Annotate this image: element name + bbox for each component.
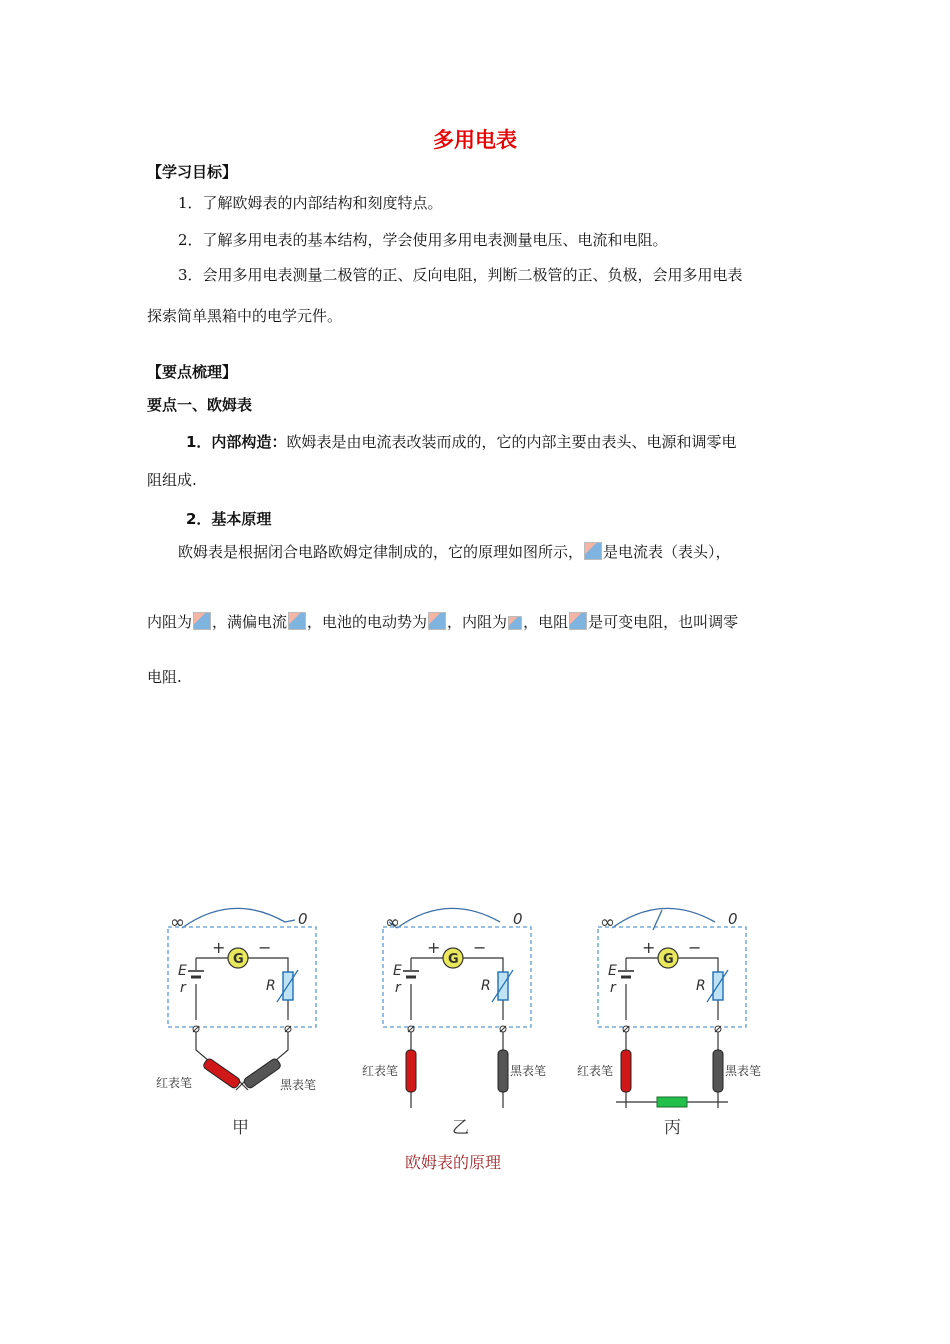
internal-r-label: r: [395, 980, 401, 996]
internal-r-label: r: [610, 980, 616, 996]
page-title: 多用电表: [433, 128, 517, 152]
sub-point-1-cont: 阻组成.: [147, 471, 197, 489]
sub-point-1-label: 1．内部构造：: [186, 433, 287, 451]
principle-text-a1: 欧姆表是根据闭合电路欧姆定律制成的，它的原理如图所示，: [178, 543, 584, 561]
resistor-label: R: [266, 978, 276, 994]
galvanometer-label: G: [448, 952, 459, 967]
emf-label: E: [608, 963, 617, 979]
black-probe-label: 黑表笔: [510, 1064, 547, 1078]
inf-label: ∞: [170, 912, 185, 933]
black-probe-label: 黑表笔: [280, 1078, 317, 1092]
zero-label: 0: [728, 910, 738, 928]
internal-r-label: r: [180, 980, 186, 996]
image-placeholder-icon: [569, 612, 587, 630]
minus-label: −: [473, 938, 487, 957]
red-probe-label: 红表笔: [156, 1076, 193, 1090]
galvanometer-label: G: [233, 952, 244, 967]
plus-label: +: [212, 938, 226, 957]
goal-item-3-cont: 探索简单黑箱中的电学元件。: [147, 307, 343, 325]
red-probe-label: 红表笔: [577, 1064, 614, 1078]
principle-line-3: 电阻.: [147, 668, 182, 686]
plus-label: +: [427, 938, 441, 957]
goal-item-3: 3．会用多用电表测量二极管的正、反向电阻，判断二极管的正、负极，会用多用电表: [178, 266, 743, 284]
point-heading-1: 要点一、欧姆表: [147, 396, 253, 414]
principle-text-a2: 是电流表（表头），: [603, 543, 731, 561]
principle-text-b1: 内阻为: [147, 613, 193, 631]
emf-label: E: [393, 963, 402, 979]
resistor-label: R: [696, 978, 706, 994]
panel-label: 丙: [664, 1118, 681, 1138]
image-placeholder-icon: [193, 612, 211, 630]
inf-label: ∞: [600, 912, 615, 933]
resistor-label: R: [481, 978, 491, 994]
principle-line-2: [147, 611, 738, 632]
ohmmeter-principle-figure: [140, 900, 780, 1190]
sub-point-2-label: 2．基本原理: [186, 510, 272, 528]
image-placeholder-icon: [428, 612, 446, 630]
sub-point-1-text: 欧姆表是由电流表改装而成的，它的内部主要由表头、电源和调零电: [286, 433, 737, 451]
minus-label: −: [688, 938, 702, 957]
black-probe-label: 黑表笔: [725, 1064, 762, 1078]
image-placeholder-icon: [288, 612, 306, 630]
goal-item-2: 2．了解多用电表的基本结构，学会使用多用电表测量电压、电流和电阻。: [178, 231, 668, 249]
principle-text-b4: ，内阻为: [447, 613, 508, 631]
section-heading-goals: 【学习目标】: [147, 163, 238, 181]
figure-caption: 欧姆表的原理: [405, 1153, 502, 1172]
image-placeholder-icon: [584, 542, 602, 560]
panel-label: 乙: [452, 1118, 469, 1138]
principle-text-b5: ，电阻: [523, 613, 569, 631]
plus-label: +: [642, 938, 656, 957]
zero-label: 0: [298, 910, 308, 928]
principle-text-b3: ，电池的电动势为: [307, 613, 428, 631]
panel-label: 甲: [232, 1118, 249, 1138]
emf-label: E: [178, 963, 187, 979]
goal-item-1: 1．了解欧姆表的内部结构和刻度特点。: [178, 194, 443, 212]
sub-point-1: [186, 431, 736, 452]
principle-text-b2: ，满偏电流: [212, 613, 288, 631]
galvanometer-label: G: [663, 952, 674, 967]
zero-label: 0: [513, 910, 523, 928]
inf-label: ∞: [385, 912, 400, 933]
image-placeholder-icon: [508, 616, 522, 630]
section-heading-points: 【要点梳理】: [147, 363, 238, 381]
red-probe-label: 红表笔: [362, 1064, 399, 1078]
principle-text-b6: 是可变电阻，也叫调零: [588, 613, 739, 631]
principle-line-1: [178, 541, 731, 562]
minus-label: −: [258, 938, 272, 957]
